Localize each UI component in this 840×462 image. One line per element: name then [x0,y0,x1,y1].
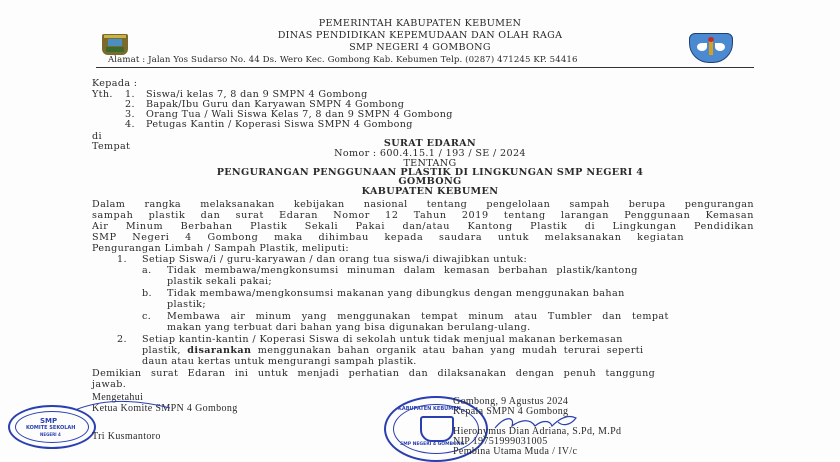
recipient-di: di [92,131,102,142]
point-1a-letter: a. [142,265,152,276]
signature-right-name: Hieronymus Dian Adriana, S.Pd, M.Pd [453,426,622,437]
recipient-num-3: 3. [125,109,135,120]
recipient-item-3: Orang Tua / Wali Siswa Kelas 7, 8 dan 9 SMPN 4 Gombong [146,109,453,120]
recipient-num-1: 1. [125,89,135,100]
committee-stamp-subtitle: KOMITE SEKOLAH [26,425,76,431]
point-2-line-2 [142,345,643,356]
letterhead-line-2: DINAS PENDIDIKAN KEPEMUDAAN DAN OLAH RAGA [277,30,563,41]
point-1-number: 1. [117,254,127,265]
letterhead-divider [96,67,754,68]
signature-left-role: Ketua Komite SMPN 4 Gombong [92,403,238,414]
signature-left-scribble [70,396,180,416]
school-stamp-school: SMP NEGERI 4 GOMBONG [400,442,465,447]
point-1b-line-2: plastik; [167,299,207,310]
intro-line-3: Air Minum Berbahan Plastik Sekali Pakai dan/atau Kantong Plastik di Lingkungan Pendidikan [92,221,754,232]
letter-subject-line-3: KABUPATEN KEBUMEN [361,186,499,197]
letter-number: Nomor : 600.4.15.1 / 193 / SE / 2024 [334,148,526,159]
point-1b-letter: b. [142,288,152,299]
letterhead-line-1: PEMERINTAH KABUPATEN KEBUMEN [318,18,522,29]
letter-subject-line-1: PENGURANGAN PENGGUNAAN PLASTIK DI LINGKUNGAN SMP NEGERI 4 [216,167,644,178]
committee-stamp-title: SMP [40,417,58,425]
signature-right-role: Kepala SMPN 4 Gombong [453,406,569,417]
intro-line-1: Dalam rangka melaksanakan kebijakan nasional tentang pengelolaan sampah berupa pengurangan [92,199,754,210]
signature-left-mengetahui: Mengetahui [92,392,144,403]
signature-left-name: Tri Kusmantoro [92,431,161,442]
point-1b-line-1: Tidak membawa/mengkonsumsi makanan yang dibungkus dengan menggunakan bahan [167,288,625,299]
point-2-line-1: Setiap kantin-kantin / Koperasi Siswa di sekolah untuk tidak menjual makanan berkemasan [142,334,623,345]
recipient-tempat: Tempat [92,141,131,152]
point-2-line-2-post: menggunakan bahan organik atau bahan yang mudah terurai seperti [251,345,644,356]
school-stamp-regency: KABUPATEN KEBUMEN [398,406,461,412]
recipient-item-4: Petugas Kantin / Koperasi Siswa SMPN 4 Gombong [146,119,413,130]
point-1a-line-2: plastik sekali pakai; [167,276,273,287]
committee-stamp-school: NEGERI 4 [40,432,61,437]
recipient-item-1: Siswa/i kelas 7, 8 dan 9 SMPN 4 Gombong [146,89,368,100]
point-2-emphasis: disarankan [187,345,252,356]
point-1c-letter: c. [142,311,152,322]
closing-line-2: jawab. [92,379,127,390]
closing-line-1: Demikian surat Edaran ini untuk menjadi perhatian dan dilaksanakan dengan penuh tanggung [92,368,656,379]
signature-right-rank: Pembina Utama Muda / IV/c [453,446,578,457]
regency-emblem-icon [102,34,128,55]
school-emblem-icon [689,33,733,63]
point-1c-line-1: Membawa air minum yang menggunakan tempat minum atau Tumbler dan tempat [167,311,669,322]
point-2-number: 2. [117,334,127,345]
intro-line-5: Pengurangan Limbah / Sampah Plastik, meliputi: [92,243,349,254]
school-stamp-emblem-icon [420,416,454,442]
letter-subject-line-2: GOMBONG [398,176,462,187]
intro-line-2: sampah plastik dan surat Edaran Nomor 12 Tahun 2019 tentang larangan Penggunaan Kemasan [92,210,754,221]
letterhead-line-3: SMP NEGERI 4 GOMBONG [349,42,491,53]
point-2-line-3: daun atau kertas untuk mengurangi sampah plastik. [142,356,417,367]
recipient-yth: Yth. [92,89,113,100]
point-2-line-2-pre: plastik, [142,345,188,356]
point-1a-line-1: Tidak membawa/mengkonsumsi minuman dalam kemasan berbahan plastik/kantong [167,265,638,276]
point-1-text: Setiap Siswa/i / guru-karyawan / dan orang tua siswa/i diwajibkan untuk: [142,254,528,265]
signature-right-place-date: Gombong, 9 Agustus 2024 [453,396,569,407]
recipient-num-2: 2. [125,99,135,110]
letter-tentang: TENTANG [403,158,457,169]
signature-right-nip: NIP 19751999031005 [453,436,548,447]
point-1c-line-2: makan yang terbuat dari bahan yang bisa digunakan berulang-ulang. [167,322,531,333]
letter-heading: SURAT EDARAN [383,138,477,149]
recipient-item-2: Bapak/Ibu Guru dan Karyawan SMPN 4 Gombong [146,99,405,110]
letterhead-address: Alamat : Jalan Yos Sudarso No. 44 Ds. Wero Kec. Gombong Kab. Kebumen Telp. (0287) 471245 KP. 54416 [108,55,578,65]
intro-line-4: SMP Negeri 4 Gombong maka dihimbau kepada saudara untuk melaksanakan kegiatan [92,232,685,243]
recipient-label: Kepada : [92,78,138,89]
recipient-num-4: 4. [125,119,135,130]
